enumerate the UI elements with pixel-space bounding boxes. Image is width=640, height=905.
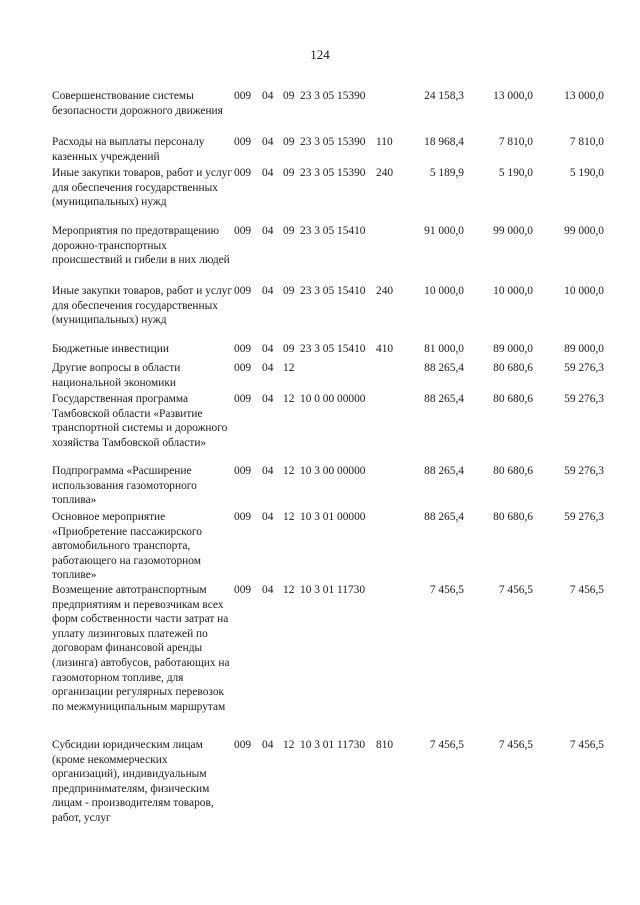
amount-year-1: 88 265,4	[424, 465, 464, 477]
amount-year-1: 10 000,0	[424, 285, 464, 297]
section-code: 04	[262, 465, 274, 477]
amount-year-1: 88 265,4	[424, 511, 464, 523]
amount-year-2: 7 456,5	[498, 584, 533, 596]
section-code: 04	[262, 739, 274, 751]
ministry-code: 009	[234, 136, 252, 148]
amount-year-3: 89 000,0	[564, 343, 604, 355]
subsection-code: 12	[283, 511, 295, 523]
ministry-code: 009	[234, 167, 252, 179]
row-name: Основное мероприятие «Приобретение пассажирского автомобильного транспорта, работающего на газомоторном топливе»	[52, 511, 202, 582]
section-code: 04	[262, 167, 274, 179]
target-article-code: 23 3 05 15410	[300, 225, 366, 237]
amount-year-3: 7 456,5	[569, 739, 604, 751]
amount-year-1: 5 189,9	[429, 167, 464, 179]
expense-type-code: 810	[376, 739, 394, 751]
target-article-code: 23 3 05 15390	[300, 90, 366, 102]
section-code: 04	[262, 343, 274, 355]
amount-year-1: 81 000,0	[424, 343, 464, 355]
section-code: 04	[262, 393, 274, 405]
amount-year-1: 7 456,5	[429, 584, 464, 596]
amount-year-2: 80 680,6	[493, 393, 533, 405]
page-number: 124	[310, 47, 330, 62]
subsection-code: 12	[283, 584, 295, 596]
amount-year-1: 91 000,0	[424, 225, 464, 237]
amount-year-2: 89 000,0	[493, 343, 533, 355]
ministry-code: 009	[234, 393, 252, 405]
target-article-code: 10 3 01 11730	[300, 739, 366, 751]
amount-year-2: 7 810,0	[498, 136, 533, 148]
target-article-code: 23 3 05 15410	[300, 285, 366, 297]
section-code: 04	[262, 225, 274, 237]
subsection-code: 09	[283, 136, 295, 148]
amount-year-1: 24 158,3	[424, 90, 464, 102]
ministry-code: 009	[234, 362, 252, 374]
expense-type-code: 410	[376, 343, 394, 355]
amount-year-3: 7 456,5	[569, 584, 604, 596]
amount-year-2: 5 190,0	[498, 167, 533, 179]
ministry-code: 009	[234, 739, 252, 751]
section-code: 04	[262, 136, 274, 148]
ministry-code: 009	[234, 90, 252, 102]
target-article-code: 10 3 01 11730	[300, 584, 366, 596]
amount-year-1: 7 456,5	[429, 739, 464, 751]
subsection-code: 09	[283, 225, 295, 237]
row-name: Подпрограмма «Расширение использования газомоторного топлива»	[52, 465, 197, 507]
ministry-code: 009	[234, 285, 252, 297]
amount-year-2: 80 680,6	[493, 465, 533, 477]
section-code: 04	[262, 90, 274, 102]
subsection-code: 12	[283, 465, 295, 477]
subsection-code: 09	[283, 167, 295, 179]
amount-year-3: 5 190,0	[569, 167, 604, 179]
section-code: 04	[262, 584, 274, 596]
amount-year-1: 88 265,4	[424, 393, 464, 405]
subsection-code: 12	[283, 362, 295, 374]
target-article-code: 23 3 05 15390	[300, 167, 366, 179]
ministry-code: 009	[234, 225, 252, 237]
row-name: Мероприятия по предотвращению дорожно-транспортных происшествий и гибели в них людей	[52, 225, 230, 267]
amount-year-3: 10 000,0	[564, 285, 604, 297]
row-name: Иные закупки товаров, работ и услуг для обеспечения государственных (муниципальных) нужд	[52, 285, 233, 327]
amount-year-1: 18 968,4	[424, 136, 464, 148]
subsection-code: 09	[283, 343, 295, 355]
target-article-code: 23 3 05 15410	[300, 343, 366, 355]
row-name: Государственная программа Тамбовской области «Развитие транспортной системы и дорожного хозяйства Тамбовской области»	[52, 393, 228, 449]
section-code: 04	[262, 362, 274, 374]
subsection-code: 09	[283, 90, 295, 102]
amount-year-3: 59 276,3	[564, 465, 604, 477]
row-name: Иные закупки товаров, работ и услуг для обеспечения государственных (муниципальных) нужд	[52, 167, 233, 209]
amount-year-3: 59 276,3	[564, 362, 604, 374]
target-article-code: 10 0 00 00000	[300, 393, 366, 405]
target-article-code: 23 3 05 15390	[300, 136, 366, 148]
row-name: Совершенствование системы безопасности дорожного движения	[52, 90, 223, 117]
expense-type-code: 110	[376, 136, 393, 148]
section-code: 04	[262, 511, 274, 523]
row-name: Другие вопросы в области национальной экономики	[52, 362, 181, 389]
amount-year-3: 99 000,0	[564, 225, 604, 237]
ministry-code: 009	[234, 465, 252, 477]
amount-year-3: 13 000,0	[564, 90, 604, 102]
row-name: Бюджетные инвестиции	[52, 343, 169, 355]
subsection-code: 12	[283, 739, 295, 751]
amount-year-2: 10 000,0	[493, 285, 533, 297]
expense-type-code: 240	[376, 285, 394, 297]
subsection-code: 09	[283, 285, 295, 297]
section-code: 04	[262, 285, 274, 297]
row-name: Возмещение автотранспортным предприятиям и перевозчикам всех форм собственности части затрат на уплату лизинговых платежей по договорам финансовой аренды (лизинга) автобусов, работающих на газомоторном топливе, для организации регулярных перевозок по межмуниципальным маршрутам	[52, 584, 230, 713]
target-article-code: 10 3 00 00000	[300, 465, 366, 477]
subsection-code: 12	[283, 393, 295, 405]
amount-year-2: 7 456,5	[498, 739, 533, 751]
amount-year-3: 59 276,3	[564, 511, 604, 523]
row-name: Расходы на выплаты персоналу казенных учреждений	[52, 136, 205, 163]
ministry-code: 009	[234, 343, 252, 355]
target-article-code: 10 3 01 00000	[300, 511, 366, 523]
amount-year-1: 88 265,4	[424, 362, 464, 374]
amount-year-2: 80 680,6	[493, 362, 533, 374]
amount-year-2: 80 680,6	[493, 511, 533, 523]
amount-year-3: 59 276,3	[564, 393, 604, 405]
expense-type-code: 240	[376, 167, 394, 179]
row-name: Субсидии юридическим лицам (кроме некоммерческих организаций), индивидуальным предпринимателям, физическим лицам - производителям товаров, работ, услуг	[52, 739, 214, 824]
ministry-code: 009	[234, 511, 252, 523]
amount-year-3: 7 810,0	[569, 136, 604, 148]
ministry-code: 009	[234, 584, 252, 596]
amount-year-2: 13 000,0	[493, 90, 533, 102]
amount-year-2: 99 000,0	[493, 225, 533, 237]
